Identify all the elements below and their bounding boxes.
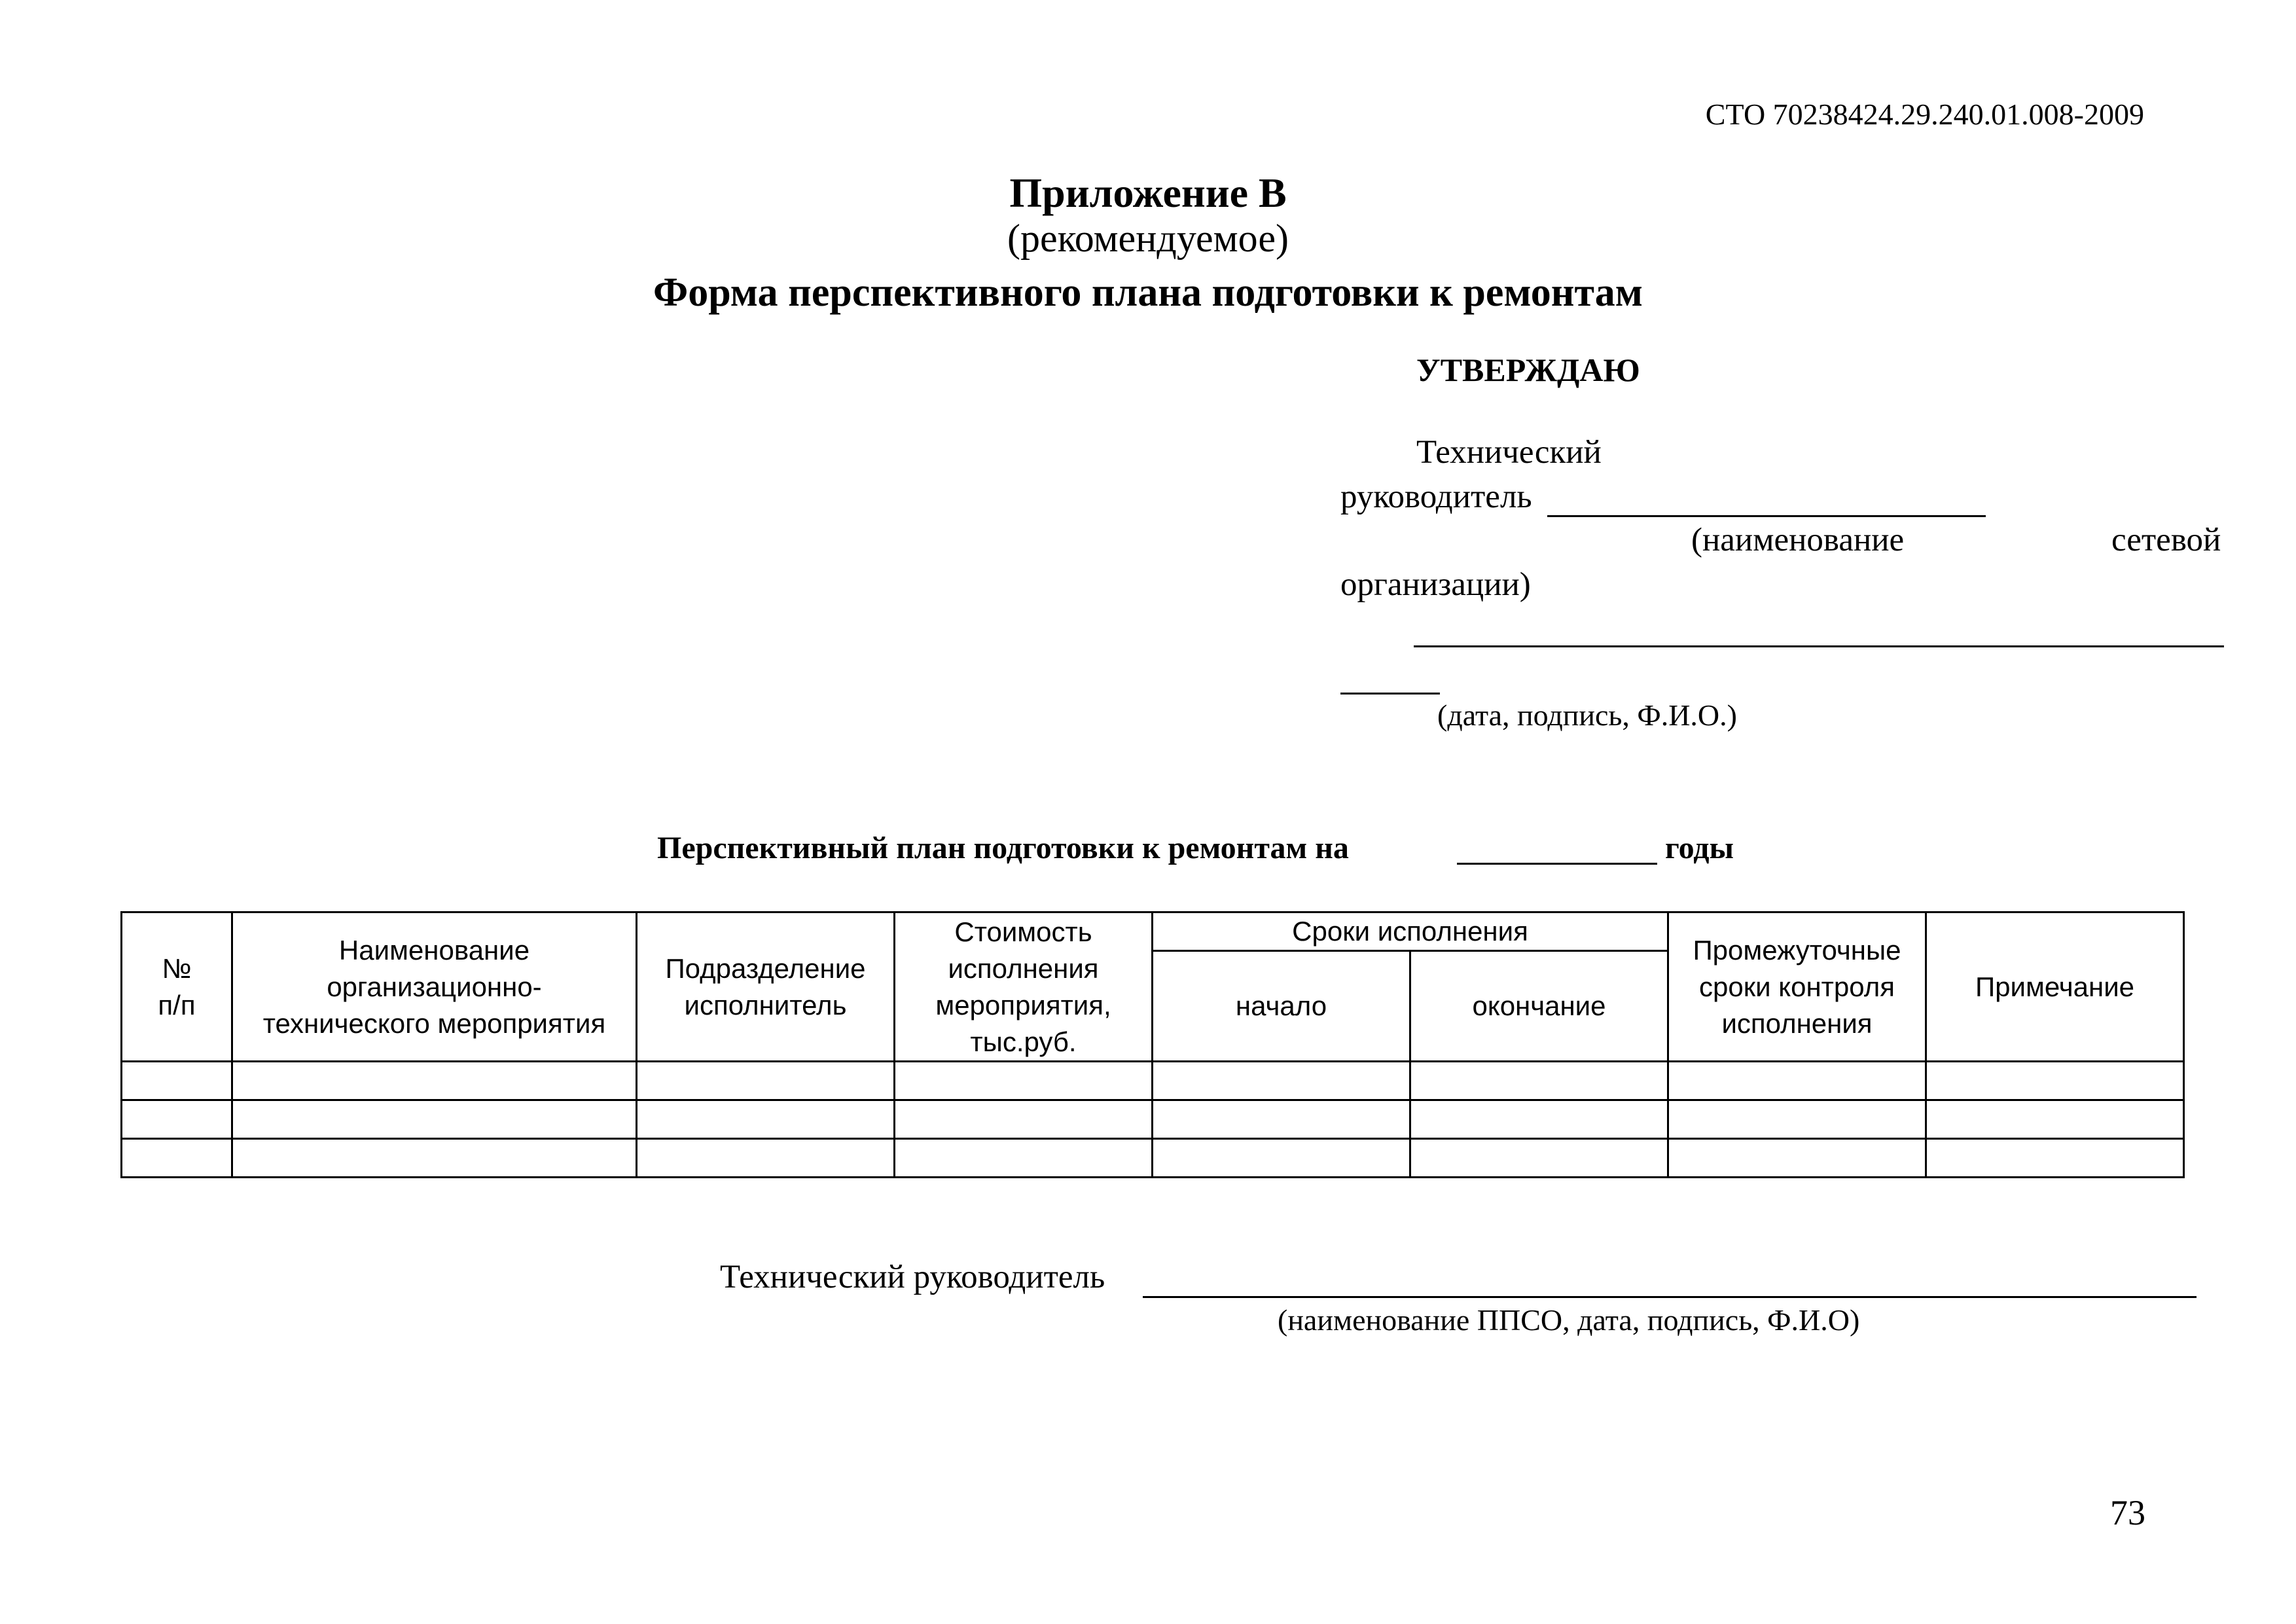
table-cell[interactable] — [232, 1100, 637, 1139]
org-note-part1: (наименование — [1691, 522, 1905, 558]
table-cell[interactable] — [1410, 1062, 1668, 1100]
table-cell[interactable] — [1926, 1100, 2184, 1139]
table-cell[interactable] — [1668, 1139, 1926, 1178]
table-cell[interactable] — [122, 1100, 232, 1139]
table-cell[interactable] — [895, 1062, 1153, 1100]
table-cell[interactable] — [1153, 1100, 1410, 1139]
col-header-terms: Сроки исполнения — [1153, 912, 1668, 951]
tech-head-label-line1: Технический — [1416, 434, 1602, 471]
approve-label: УТВЕРЖДАЮ — [1416, 352, 1640, 388]
page-number: 73 — [2110, 1493, 2145, 1532]
table-cell[interactable] — [637, 1062, 895, 1100]
col-header-intermediate: Промежуточные сроки контроля исполнения — [1668, 912, 1926, 1062]
table-cell[interactable] — [1926, 1062, 2184, 1100]
plan-title-suffix: годы — [1665, 831, 1734, 865]
table-cell[interactable] — [1410, 1100, 1668, 1139]
col-header-number: № п/п — [122, 912, 232, 1062]
tech-head-label-line2: руководитель — [1340, 478, 1532, 515]
table-cell[interactable] — [1926, 1139, 2184, 1178]
plan-title: Перспективный план подготовки к ремонтам на — [657, 831, 1349, 865]
appendix-title: Приложение В — [1009, 170, 1287, 216]
tech-head-blank-line[interactable] — [1547, 515, 1986, 517]
table-row — [122, 1062, 2184, 1100]
col-header-start: начало — [1153, 951, 1410, 1062]
footer-tech-head-label: Технический руководитель — [720, 1259, 1105, 1295]
form-title: Форма перспективного плана подготовки к ремонтам — [653, 270, 1643, 315]
table-cell[interactable] — [1153, 1062, 1410, 1100]
col-header-cost: Стоимость исполнения мероприятия, тыс.руб. — [895, 912, 1153, 1062]
col-header-note: Примечание — [1926, 912, 2184, 1062]
signature-blank-line[interactable] — [1414, 645, 2224, 647]
signature-blank-line-continued[interactable] — [1340, 693, 1440, 695]
col-header-division: Подразделение исполнитель — [637, 912, 895, 1062]
col-header-end: окончание — [1410, 951, 1668, 1062]
appendix-subtitle: (рекомендуемое) — [1007, 217, 1289, 260]
table-cell[interactable] — [122, 1062, 232, 1100]
table-cell[interactable] — [895, 1139, 1153, 1178]
org-note-part3: организации) — [1340, 566, 1531, 603]
plan-years-blank[interactable] — [1457, 863, 1657, 865]
table-cell[interactable] — [637, 1100, 895, 1139]
table-cell[interactable] — [637, 1139, 895, 1178]
footer-note: (наименование ППСО, дата, подпись, Ф.И.О) — [1278, 1303, 1860, 1337]
table-cell[interactable] — [1410, 1139, 1668, 1178]
table-row — [122, 1100, 2184, 1139]
table-cell[interactable] — [122, 1139, 232, 1178]
document-code: СТО 70238424.29.240.01.008-2009 — [1705, 98, 2144, 131]
table-cell[interactable] — [1668, 1062, 1926, 1100]
signature-note: (дата, подпись, Ф.И.О.) — [1437, 698, 1737, 732]
col-header-name: Наименование организационно- технического мероприятия — [232, 912, 637, 1062]
table-cell[interactable] — [232, 1139, 637, 1178]
footer-blank-line[interactable] — [1143, 1296, 2197, 1298]
table-cell[interactable] — [232, 1062, 637, 1100]
table-cell[interactable] — [895, 1100, 1153, 1139]
table-row — [122, 1139, 2184, 1178]
plan-table — [120, 911, 2185, 1178]
table-cell[interactable] — [1668, 1100, 1926, 1139]
table-cell[interactable] — [1153, 1139, 1410, 1178]
org-note-part2: сетевой — [2111, 522, 2221, 558]
